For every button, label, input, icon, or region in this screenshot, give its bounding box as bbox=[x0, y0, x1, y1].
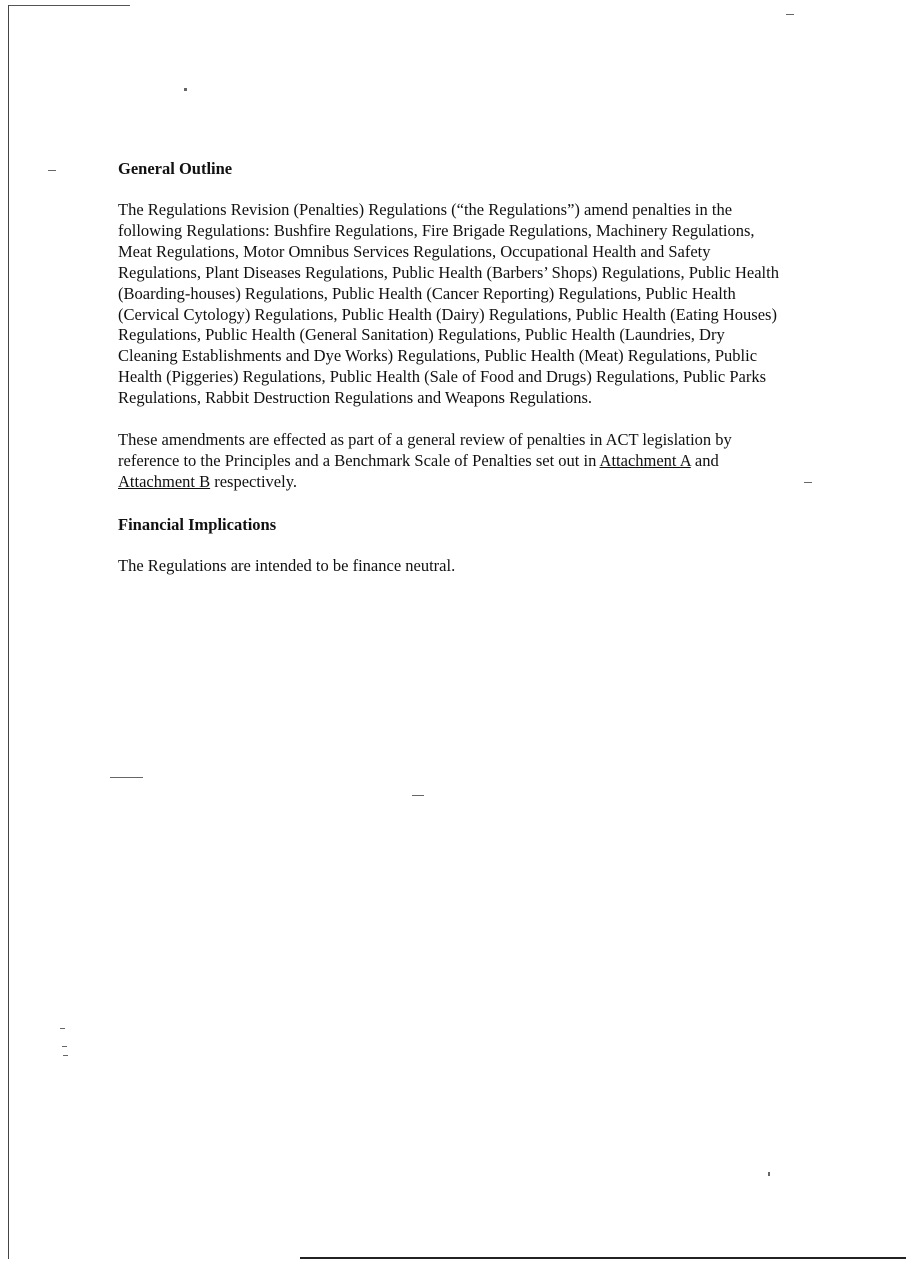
amendments-text-middle: and bbox=[690, 450, 719, 470]
amendments-text-start: These amendments are effected as part of a general review of penalties in ACT legislation by reference to the Principles and a Benchmark Scale of Penalties set out in bbox=[118, 430, 732, 470]
scan-speck bbox=[768, 1172, 770, 1176]
scan-speck bbox=[786, 14, 794, 15]
attachment-a-reference: Attachment A bbox=[599, 450, 691, 470]
scan-speck bbox=[60, 1028, 65, 1029]
general-outline-heading: General Outline bbox=[118, 159, 233, 178]
document-body bbox=[118, 158, 788, 598]
scan-speck bbox=[62, 1046, 67, 1047]
amendments-text-end: respectively. bbox=[210, 471, 298, 491]
amendments-paragraph bbox=[118, 430, 788, 493]
scan-speck bbox=[110, 777, 143, 778]
scan-edge-top bbox=[8, 5, 130, 6]
scan-edge-left bbox=[8, 5, 9, 1259]
scan-speck bbox=[48, 170, 56, 171]
financial-paragraph: The Regulations are intended to be finance neutral. bbox=[118, 555, 456, 575]
scan-speck bbox=[412, 795, 424, 796]
attachment-b-reference: Attachment B bbox=[118, 471, 211, 491]
financial-implications-heading: Financial Implications bbox=[118, 514, 277, 534]
scan-speck bbox=[804, 482, 812, 483]
outline-paragraph: The Regulations Revision (Penalties) Regulations (“the Regulations”) amend penalties in the following Regulations: Bushfire Regulations, Fire Brigade Regulations, Machinery Regulations, Meat Regulations, Motor Omnibus Services Regulations, Occupational Health and Safety Regulations, Plant Diseases Regulations, Public Health (Barbers’ Shops) Regulations, Public Health (Boarding-houses) Regulations, Public Health (Cancer Reporting) Regulations, Public Health (Cervical Cytology) Regulations, Public Health (Dairy) Regulations, Public Health (Eating Houses) Regulations, Public Health (General Sanitation) Regulations, Public Health (Laundries, Dry Cleaning Establishments and Dye Works) Regulations, Public Health (Meat) Regulations, Public Health (Piggeries) Regulations, Public Health (Sale of Food and Drugs) Regulations, Public Parks Regulations, Rabbit Destruction Regulations and Weapons Regulations. bbox=[118, 200, 779, 408]
scan-edge-bottom bbox=[300, 1257, 906, 1259]
scan-speck bbox=[184, 88, 187, 91]
scan-speck bbox=[63, 1055, 68, 1056]
